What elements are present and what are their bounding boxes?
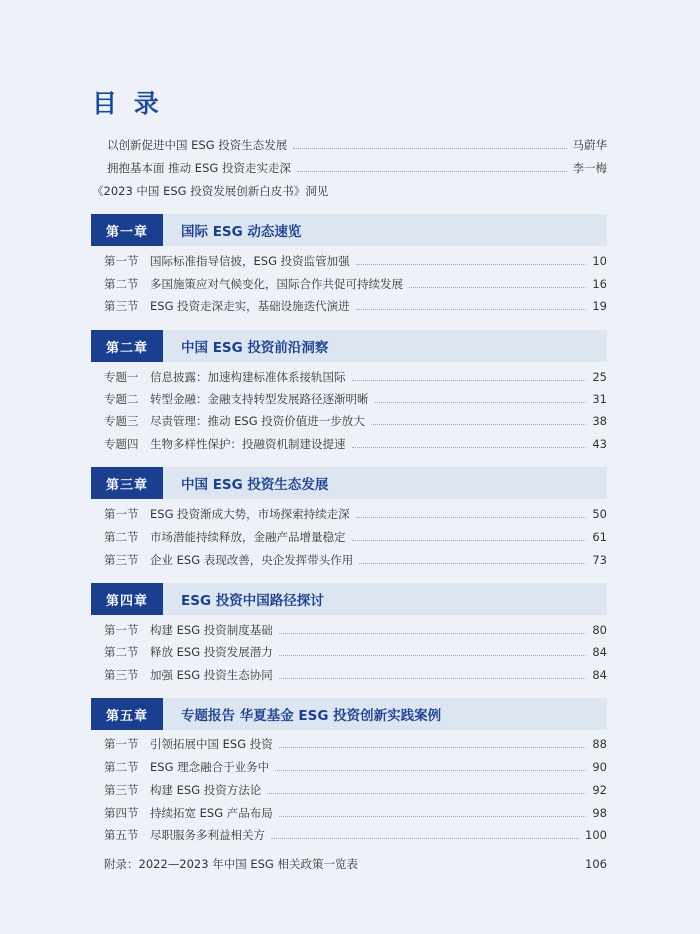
dot-leader — [279, 816, 587, 817]
entry-prefix: 第三节 — [104, 553, 139, 567]
entry-title: 尽职服务多利益相关方 — [150, 828, 265, 842]
entry-page: 43 — [592, 437, 607, 451]
entry-prefix: 第一节 — [104, 623, 139, 637]
intro-item-title: 《2023 中国 ESG 投资发展创新白皮书》洞见 — [92, 184, 329, 198]
chapter-label: 第四章 — [91, 583, 163, 615]
entry-page: 80 — [592, 623, 607, 637]
entry-page: 73 — [592, 553, 607, 567]
entry-page: 31 — [592, 392, 607, 406]
entry-page: 98 — [592, 806, 607, 820]
entry-title: 生物多样性保护：投融资机制建设提速 — [150, 437, 346, 451]
chapter-label: 第一章 — [91, 214, 163, 246]
toc-entry[interactable] — [104, 803, 607, 823]
appendix-page: 106 — [585, 857, 607, 871]
entry-title: 尽责管理：推动 ESG 投资价值进一步放大 — [150, 414, 365, 428]
toc-entry[interactable] — [104, 825, 607, 845]
appendix-entry[interactable] — [104, 854, 607, 874]
entry-page: 16 — [592, 277, 607, 291]
dot-leader — [279, 678, 587, 679]
toc-entry[interactable] — [104, 780, 607, 800]
dot-leader — [375, 402, 587, 403]
chapter-title: 专题报告 华夏基金 ESG 投资创新实践案例 — [181, 708, 442, 724]
toc-entry[interactable] — [104, 434, 607, 454]
entry-title: 转型金融：金融支持转型发展路径逐渐明晰 — [150, 392, 369, 406]
entry-page: 10 — [592, 254, 607, 268]
intro-item-title: 以创新促进中国 ESG 投资生态发展 — [107, 138, 288, 152]
toc-entry[interactable] — [104, 274, 607, 294]
chapter-title: 中国 ESG 投资前沿洞察 — [181, 340, 329, 356]
entry-title: 构建 ESG 投资方法论 — [150, 783, 262, 797]
toc-entry[interactable] — [104, 642, 607, 662]
dot-leader — [267, 793, 586, 794]
toc-entry[interactable] — [104, 665, 607, 685]
toc-entry[interactable] — [104, 389, 607, 409]
toc-entry[interactable] — [104, 757, 607, 777]
entry-page: 90 — [592, 760, 607, 774]
dot-leader — [275, 770, 586, 771]
entry-page: 50 — [592, 507, 607, 521]
intro-item-title: 拥抱基本面 推动 ESG 投资走实走深 — [107, 161, 291, 175]
dot-leader — [271, 838, 579, 839]
entry-title: ESG 投资走深走实，基础设施迭代演进 — [150, 299, 350, 313]
chapter-header[interactable] — [91, 214, 607, 246]
toc-entry[interactable] — [104, 734, 607, 754]
entry-title: 多国施策应对气候变化，国际合作共促可持续发展 — [150, 277, 403, 291]
chapter-title: ESG 投资中国路径探讨 — [181, 593, 324, 609]
entry-title: ESG 理念融合于业务中 — [150, 760, 270, 774]
toc-entry[interactable] — [104, 527, 607, 547]
toc-entry[interactable] — [104, 251, 607, 271]
entry-title: 构建 ESG 投资制度基础 — [150, 623, 273, 637]
dot-leader — [356, 517, 587, 518]
entry-prefix: 专题二 — [104, 392, 139, 406]
entry-title: 加强 ESG 投资生态协同 — [150, 668, 273, 682]
intro-item[interactable] — [92, 181, 592, 201]
intro-item-author: 马蔚华 — [572, 138, 607, 152]
entry-prefix: 第三节 — [104, 668, 139, 682]
entry-prefix: 专题三 — [104, 414, 139, 428]
toc-entry[interactable] — [104, 550, 607, 570]
entry-prefix: 第三节 — [104, 783, 139, 797]
entry-page: 25 — [592, 370, 607, 384]
dot-leader — [352, 447, 587, 448]
chapter-title: 国际 ESG 动态速览 — [181, 224, 302, 240]
chapter-header[interactable] — [91, 698, 607, 730]
dot-leader — [352, 380, 587, 381]
toc-entry[interactable] — [104, 504, 607, 524]
entry-page: 84 — [592, 668, 607, 682]
entry-page: 92 — [592, 783, 607, 797]
entry-page: 84 — [592, 645, 607, 659]
entry-title: 国际标准指导信披，ESG 投资监管加强 — [150, 254, 350, 268]
intro-item[interactable] — [107, 135, 607, 155]
dot-leader — [297, 171, 567, 172]
chapter-title: 中国 ESG 投资生态发展 — [181, 477, 329, 493]
dot-leader — [352, 540, 587, 541]
entry-prefix: 第四节 — [104, 806, 139, 820]
entry-prefix: 第五节 — [104, 828, 139, 842]
entry-title: 持续拓宽 ESG 产品布局 — [150, 806, 273, 820]
dot-leader — [371, 424, 587, 425]
dot-leader — [279, 747, 587, 748]
entry-prefix: 第二节 — [104, 645, 139, 659]
dot-leader — [409, 287, 586, 288]
entry-page: 19 — [592, 299, 607, 313]
entry-page: 38 — [592, 414, 607, 428]
dot-leader — [356, 309, 587, 310]
intro-item[interactable] — [107, 158, 607, 178]
chapter-label: 第五章 — [91, 698, 163, 730]
toc-entry[interactable] — [104, 620, 607, 640]
entry-page: 100 — [585, 828, 607, 842]
chapter-header[interactable] — [91, 330, 607, 362]
dot-leader — [279, 633, 587, 634]
entry-prefix: 第三节 — [104, 299, 139, 313]
chapter-label: 第三章 — [91, 467, 163, 499]
dot-leader — [356, 264, 587, 265]
chapter-header[interactable] — [91, 467, 607, 499]
entry-title: ESG 投资渐成大势，市场探索持续走深 — [150, 507, 350, 521]
entry-prefix: 专题四 — [104, 437, 139, 451]
entry-title: 市场潜能持续释放，金融产品增量稳定 — [150, 530, 346, 544]
entry-prefix: 第二节 — [104, 760, 139, 774]
toc-entry[interactable] — [104, 296, 607, 316]
page-title: 目 录 — [92, 89, 163, 118]
entry-title: 释放 ESG 投资发展潜力 — [150, 645, 273, 659]
entry-title: 引领拓展中国 ESG 投资 — [150, 737, 273, 751]
chapter-header[interactable] — [91, 583, 607, 615]
entry-prefix: 专题一 — [104, 370, 139, 384]
entry-prefix: 第一节 — [104, 507, 139, 521]
entry-page: 61 — [592, 530, 607, 544]
toc-entry[interactable] — [104, 411, 607, 431]
entry-prefix: 第二节 — [104, 530, 139, 544]
intro-item-author: 李一梅 — [572, 161, 607, 175]
entry-title: 企业 ESG 表现改善，央企发挥带头作用 — [150, 553, 354, 567]
entry-prefix: 第一节 — [104, 737, 139, 751]
entry-title: 信息披露：加速构建标准体系接轨国际 — [150, 370, 346, 384]
dot-leader — [279, 655, 587, 656]
chapter-label: 第二章 — [91, 330, 163, 362]
dot-leader — [359, 563, 586, 564]
toc-entry[interactable] — [104, 367, 607, 387]
entry-prefix: 第二节 — [104, 277, 139, 291]
dot-leader — [293, 148, 566, 149]
entry-page: 88 — [592, 737, 607, 751]
entry-prefix: 第一节 — [104, 254, 139, 268]
appendix-title: 附录：2022—2023 年中国 ESG 相关政策一览表 — [104, 857, 358, 871]
